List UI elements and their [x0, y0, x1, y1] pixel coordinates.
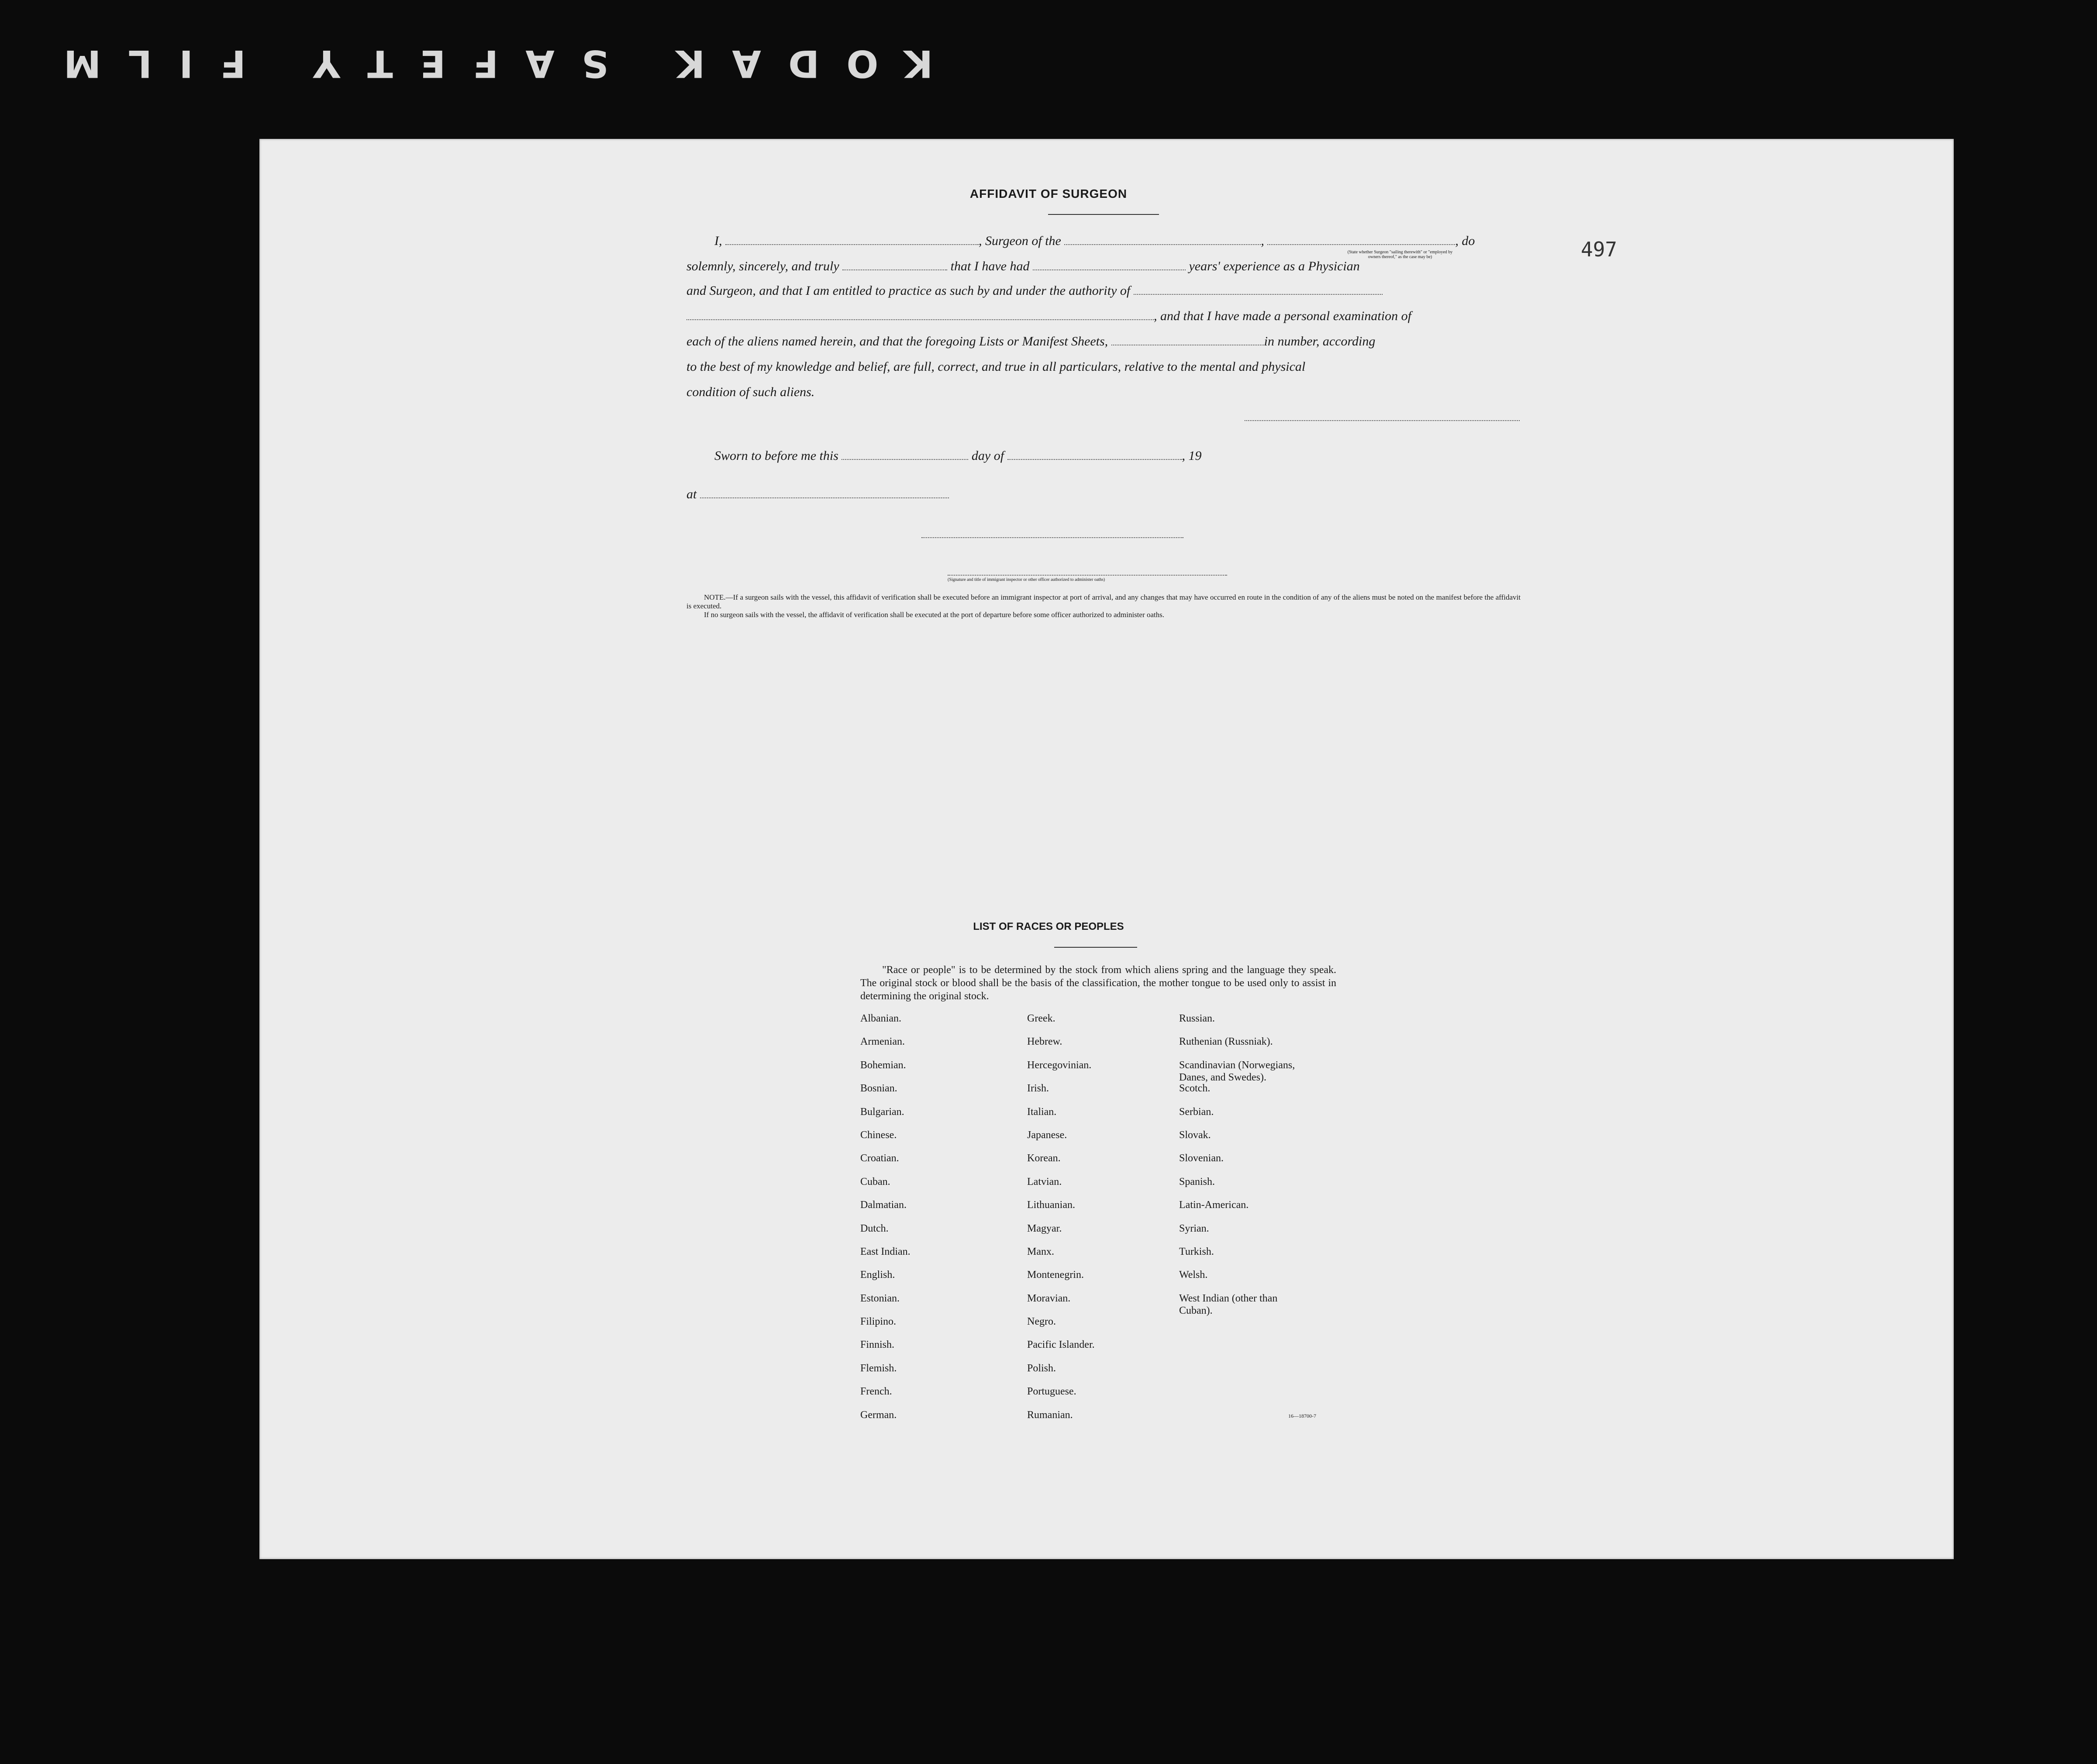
races-intro: "Race or people" is to be determined by the stock from which aliens spring and the language they speak. The original stock or blood shall be the basis of the classification, the mother tongue to be used only to assist in determining the original stock. — [860, 964, 1336, 1002]
race-entry: Manx. — [1027, 1246, 1054, 1257]
race-entry: Scandinavian (Norwegians, Danes, and Swedes). — [1179, 1059, 1295, 1083]
race-entry: Turkish. — [1179, 1246, 1214, 1257]
note-paragraph-2: If no surgeon sails with the vessel, the affidavit of verification shall be executed at the port of departure before some officer authorized to administer oaths. — [704, 611, 1165, 619]
race-entry: Filipino. — [860, 1316, 897, 1328]
race-entry: Hercegovinian. — [1027, 1059, 1092, 1071]
affidavit-text: , and that I have made a personal examination of — [1154, 309, 1411, 323]
month-blank — [1007, 449, 1182, 460]
affidavit-text: , 19 — [1182, 449, 1202, 463]
race-entry: Latvian. — [1027, 1176, 1062, 1188]
race-entry: Pacific Islander. — [1027, 1339, 1095, 1351]
race-entry: Cuban. — [860, 1176, 890, 1188]
place-blank — [700, 488, 949, 498]
affidavit-text: each of the aliens named herein, and that the foregoing Lists or Manifest Sheets, — [686, 334, 1108, 349]
race-entry: German. — [860, 1409, 897, 1421]
affidavit-text: solemnly, sincerely, and truly — [686, 259, 839, 273]
vessel-blank — [1064, 235, 1261, 245]
race-entry: Scotch. — [1179, 1083, 1211, 1094]
sworn-line — [686, 447, 1521, 465]
race-entry: Irish. — [1027, 1083, 1049, 1094]
affidavit-note — [686, 593, 1521, 619]
affidavit-text: that I have had — [950, 259, 1030, 273]
race-entry: Armenian. — [860, 1036, 905, 1048]
affidavit-text: Sworn to before me this — [714, 449, 838, 463]
race-entry: Hebrew. — [1027, 1036, 1062, 1048]
races-title: LIST OF RACES OR PEOPLES — [973, 921, 1124, 932]
film-edge-marking: KODAK SAFETY FILM — [36, 41, 933, 85]
race-entry: Latin-American. — [1179, 1199, 1249, 1211]
race-entry: Bohemian. — [860, 1059, 906, 1071]
page-number-stamp: 497 — [1581, 238, 1618, 261]
race-entry: Italian. — [1027, 1106, 1057, 1118]
race-entry: Syrian. — [1179, 1222, 1209, 1234]
inspector-title-line — [948, 565, 1227, 576]
note-paragraph-1: NOTE.—If a surgeon sails with the vessel, this affidavit of verification shall be executed before an immigrant inspector at port of arrival, and any changes that may have occurred en route in the condition of any of the aliens must be noted on the manifest before the affidavit is executed. — [686, 593, 1521, 610]
race-entry: Magyar. — [1027, 1222, 1062, 1234]
affidavit-text: , — [1261, 234, 1264, 248]
race-entry: Bosnian. — [860, 1083, 897, 1094]
race-entry: English. — [860, 1269, 895, 1281]
race-entry: Welsh. — [1179, 1269, 1208, 1281]
form-number: 16—18700-7 — [1288, 1413, 1316, 1419]
surgeon-signature-line — [1245, 411, 1520, 421]
race-entry: Polish. — [1027, 1362, 1056, 1374]
affidavit-line-7 — [686, 383, 1521, 401]
affidavit-title-rule — [1048, 214, 1159, 215]
inspector-signature-line — [921, 528, 1183, 538]
affidavit-line-1 — [686, 232, 1521, 250]
race-entry: Serbian. — [1179, 1106, 1214, 1118]
signature-caption: (Signature and title of immigrant inspector or other officer authorized to administer oaths) — [948, 577, 1105, 582]
affidavit-text: condition of such aliens. — [686, 385, 815, 399]
race-entry: West Indian (other than Cuban). — [1179, 1292, 1278, 1316]
race-entry: Slovak. — [1179, 1129, 1211, 1141]
race-entry: Bulgarian. — [860, 1106, 904, 1118]
races-column-1 — [860, 1012, 911, 1432]
races-title-rule — [1054, 947, 1137, 948]
race-entry: French. — [860, 1386, 892, 1398]
blank — [842, 260, 947, 270]
affidavit-text: , Surgeon of the — [979, 234, 1061, 248]
affidavit-text: day of — [971, 449, 1004, 463]
state-note-1: (State whether Surgeon "sailing therewith" or "employed by — [1347, 250, 1453, 255]
race-entry: Greek. — [1027, 1013, 1055, 1024]
authority-blank — [1134, 284, 1383, 295]
day-blank — [842, 449, 968, 460]
race-entry: Finnish. — [860, 1339, 895, 1351]
race-entry: Ruthenian (Russniak). — [1179, 1036, 1273, 1048]
race-entry: Dutch. — [860, 1222, 889, 1234]
race-entry: Flemish. — [860, 1362, 897, 1374]
race-entry: Albanian. — [860, 1013, 901, 1024]
affidavit-text: years' experience as a Physician — [1189, 259, 1360, 273]
race-entry: Spanish. — [1179, 1176, 1215, 1188]
race-entry: Estonian. — [860, 1292, 900, 1304]
race-entry: Moravian. — [1027, 1292, 1071, 1304]
affidavit-text: and Surgeon, and that I am entitled to practice as such by and under the authority of — [686, 283, 1131, 298]
race-entry: Chinese. — [860, 1129, 897, 1141]
sheets-blank — [1111, 335, 1264, 345]
affidavit-line-4 — [686, 307, 1521, 325]
race-entry: Slovenian. — [1179, 1153, 1224, 1164]
race-entry: Dalmatian. — [860, 1199, 907, 1211]
document-page — [259, 139, 1954, 1559]
races-column-2 — [1027, 1012, 1095, 1432]
race-entry: East Indian. — [860, 1246, 911, 1257]
name-blank — [725, 235, 979, 245]
authority-blank-2 — [686, 310, 1154, 320]
affidavit-text: , do — [1455, 234, 1475, 248]
affidavit-line-5 — [686, 333, 1521, 350]
race-entry: Russian. — [1179, 1013, 1215, 1024]
affidavit-text: in number, according — [1264, 334, 1376, 349]
affidavit-title: AFFIDAVIT OF SURGEON — [969, 187, 1128, 200]
race-entry: Korean. — [1027, 1153, 1061, 1164]
state-note-2: owners thereof," as the case may be) — [1368, 255, 1432, 259]
years-blank — [1033, 260, 1186, 270]
surgeon-type-blank — [1267, 235, 1455, 245]
affidavit-line-6 — [686, 358, 1521, 376]
affidavit-text: to the best of my knowledge and belief, are full, correct, and true in all particulars, relative to the mental and physical — [686, 359, 1306, 374]
race-entry: Montenegrin. — [1027, 1269, 1084, 1281]
affidavit-line-2 — [686, 258, 1521, 275]
races-column-3 — [1179, 1012, 1295, 1315]
race-entry: Japanese. — [1027, 1129, 1067, 1141]
at-line — [686, 486, 1521, 503]
affidavit-text: at — [686, 487, 697, 501]
race-entry: Negro. — [1027, 1316, 1056, 1328]
race-entry: Portuguese. — [1027, 1386, 1076, 1398]
race-entry: Croatian. — [860, 1153, 899, 1164]
race-entry: Lithuanian. — [1027, 1199, 1075, 1211]
race-entry: Rumanian. — [1027, 1409, 1073, 1421]
affidavit-line-3 — [686, 282, 1521, 300]
affidavit-text: I, — [714, 234, 722, 248]
